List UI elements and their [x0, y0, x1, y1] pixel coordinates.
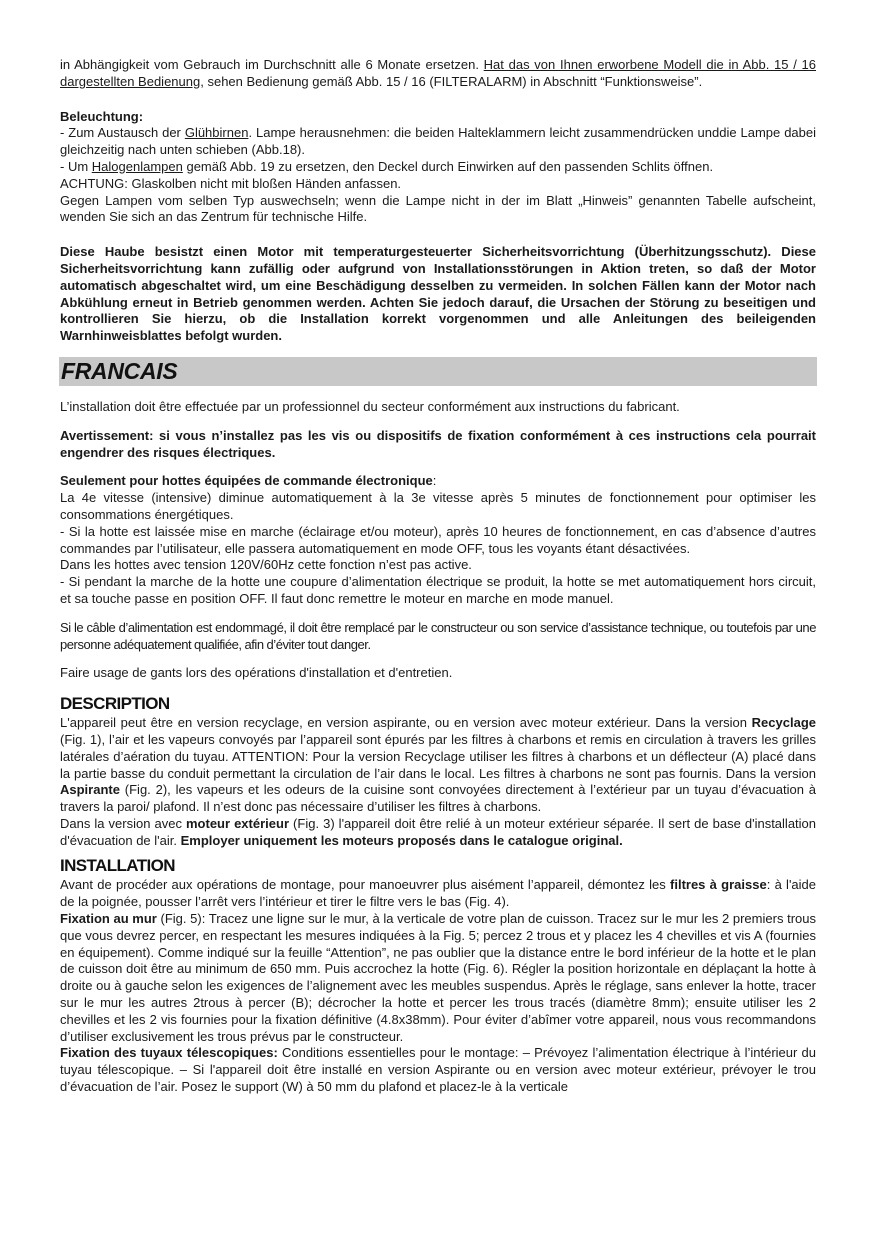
electronic-control-section: Seulement pour hottes équipées de commande électronique: La 4e vitesse (intensive) diminue automatiquement à la 3e vitesse après 5 minutes de fonctionnement pour optimiser les consommations énergétiques. - Si la hotte est laissée mise en marche (éclairage et/ou moteur), après 10 heures de fonctionnement, en cas d’absence d’autres commandes par l’utilisateur, elle passera automatiquement en mode OFF, tous les voyants étant désactivées. Dans les hottes avec tension 120V/60Hz cette fonction n’est pas active. - Si pendant la marche de la hotte une coupure d’alimentation électrique se produit, la hotte se met automatiquement hors circuit, et sa touche passe en position OFF. Il faut donc remettre le moteur en marche en mode manuel.	[60, 473, 816, 606]
lamp-type-text: Gegen Lampen vom selben Typ auswechseln; wenn die Lampe nicht in der im Blatt „Hinweis” genannten Tabelle aufscheint, wenden Sie sich an das Zentrum für technische Hilfe.	[60, 192, 816, 225]
halogen-link[interactable]: Halogenlampen	[91, 158, 183, 174]
power-cut-text: - Si pendant la marche de la hotte une coupure d’alimentation électrique se produit, la hotte se met automatiquement hors circuit, et sa touche passe en position OFF. Il faut donc remettre le moteur en marche en mode manuel.	[60, 574, 816, 606]
filter-replacement-paragraph: in Abhängigkeit vom Gebrauch im Durchschnitt alle 6 Monate ersetzen. Hat das von Ihnen erworbene Modell die in Abb. 15 / 16 dargestellten Bedienung, sehen Bedienung gemäß Abb. 15 / 16 (FILTERALARM) in Abschnitt “Funktionsweise”.	[60, 57, 816, 89]
description-heading: DESCRIPTION	[60, 694, 170, 714]
description-section	[60, 693, 816, 849]
bulb-replacement-text: - Zum Austausch der Glühbirnen. Lampe herausnehmen: die beiden Halteklammern leicht zusammendrücken unddie Lampe dabei gleichzeitig nach unten schieben (Abb.18).	[60, 125, 816, 158]
intensive-speed-text: La 4e vitesse (intensive) diminue automatiquement à la 3e vitesse après 5 minutes de fonctionnement pour optimiser les consommations énergétiques.	[60, 490, 816, 522]
installation-intro: L’installation doit être effectuée par un professionnel du secteur conformément aux instructions du fabricant.	[60, 398, 680, 414]
installation-section	[60, 855, 816, 1095]
auto-off-text: - Si la hotte est laissée mise en marche (éclairage et/ou moteur), après 10 heures de fonctionnement, en cas d’absence d’autres commandes par l’utilisateur, elle passera automatiquement en mode OFF, tous les voyants étant désactivées.	[60, 523, 816, 556]
model-reference-link[interactable]: Hat das von Ihnen erworbene Modell die in Abb. 15 / 16 dargestellten Bedienung	[60, 57, 816, 89]
motor-safety-warning: Diese Haube besistzt einen Motor mit temperaturgesteuerter Sicherheitsvorrichtung (Überhitzungsschutz). Diese Sicherheitsvorrichtung kann zufällig oder aufgrund von Installationsstörungen in Aktion treten, so daß der Motor automatisch abgeschaltet wird, um eine Beschädigung desselben zu vermeiden. In solchen Fällen kann der Motor nach Abkühlung erneut in Betrieb genommen werden. Achten Sie jedoch darauf, die Ursachen der Störung zu beseitigen und kontrollieren Sie hierzu, ob die Installation korrekt vorgenommen und alle Anleitungen des beileigenden Warnhinweisblattes befolgt wurden.	[60, 244, 816, 344]
language-banner-francais: FRANCAIS	[59, 357, 817, 386]
screw-warning: Avertissement: si vous n’installez pas les vis ou dispositifs de fixation conformément à ces instructions cela pourrait engendrer des risques électriques.	[60, 427, 816, 460]
cable-notice: Si le câble d’alimentation est endommagé, il doit être remplacé par le constructeur ou son service d’assistance technique, ou toutefois par une personne adéquatement qualifiée, afin d’éviter tout danger.	[60, 619, 816, 652]
grease-filter-text: Avant de procéder aux opérations de montage, pour manoeuvrer plus aisément l’appareil, démontez les filtres à graisse: à l'aide de la poignée, pousser l’arrêt vers l’intérieur et tirer le filtre vers le bas (Fig. 4).	[60, 877, 817, 910]
lighting-title: Beleuchtung:	[60, 108, 144, 124]
wall-fixing-text: Fixation au mur (Fig. 5): Tracez une ligne sur le mur, à la verticale de votre plan de cuisson. Tracez sur le mur les 2 premiers trous que vous devrez percer, en respectant les mesures indiquées à la Fig. 5; percez 2 trous et y placez les 4 chevilles et vis A (fournies en équipement). Comme indiqué sur la feuille “Attention”, ne pas oublier que la distance entre le bord inférieur de la hotte et le plan de cuisson doit être au minimum de 650 mm. Puis accrochez la hotte (Fig. 6). Régler la position horizontale en déplaçant la hotte à droite ou à gauche selon les exigences de l’alignement avec les meubles suspendus. Après le réglage, sans enlever la hotte, tracer sur le mur les autres 2trous à percer (B); décrocher la hotte et percer les trous tracés (diamètre 8mm); ensuite utiliser les 2 chevilles et les 2 vis fournies pour la fixation définitive (4.8x38mm). Pour éviter d’abîmer votre appareil, nous vous recommandons d’utiliser exclusivement les trous prévus par le constructeur.	[60, 911, 816, 1044]
lighting-section	[60, 109, 816, 227]
electronic-control-title: Seulement pour hottes équipées de commande électronique	[60, 473, 433, 489]
document-page	[60, 57, 816, 1096]
halogen-replacement-text: - Um Halogenlampen gemäß Abb. 19 zu ersetzen, den Deckel durch Einwirken auf den passenden Schlits öffnen.	[60, 158, 714, 174]
voltage-note: Dans les hottes avec tension 120V/60Hz cette fonction n’est pas active.	[60, 557, 472, 573]
telescopic-fixing-text: Fixation des tuyaux télescopiques: Conditions essentielles pour le montage: – Prévoyez l’alimentation électrique à l’intérieur du tuyau télescopique. – Si l'appareil doit être installé en version Aspirante ou en version avec moteur extérieur, prévoyer le trou d’évacuation de l’air. Posez le support (W) à 50 mm du plafond et placez-le à la verticale	[60, 1045, 816, 1095]
external-motor-text: Dans la version avec moteur extérieur (Fig. 3) l'appareil doit être relié à un moteur extérieur séparée. Il sert de base d'installation d'évacuation de l'air. Employer uniquement les moteurs proposés dans le catalogue original.	[60, 815, 817, 848]
bulbs-link[interactable]: Glühbirnen	[184, 125, 249, 141]
description-text: L'appareil peut être en version recyclage, en version aspirante, ou en version avec moteur extérieur. Dans la version Recyclage (Fig. 1), l’air et les vapeurs convoyés par l’appareil sont épurés par les filtres à charbons et remis en circulation à travers les grilles latérales d’aération du tuyau. ATTENTION: Pour la version Recyclage utiliser les filtres à charbons et un déflecteur (A) placé dans la partie basse du conduit permettant la circulation de l’air dans le local. Les filtres à charbons ne sont pas fournis. Dans la version Aspirante (Fig. 2), les vapeurs et les odeurs de la cuisine sont convoyées directement à l’extérieur par un tuyau d’évacuation à travers la paroi/ plafond. Il n’est donc pas nécessaire d’utiliser les filtres à charbons.	[60, 715, 816, 815]
glass-warning-text: ACHTUNG: Glaskolben nicht mit bloßen Händen anfassen.	[60, 175, 402, 191]
gloves-notice: Faire usage de gants lors des opérations d'installation et d'entretien.	[60, 665, 453, 681]
installation-heading: INSTALLATION	[60, 856, 175, 876]
